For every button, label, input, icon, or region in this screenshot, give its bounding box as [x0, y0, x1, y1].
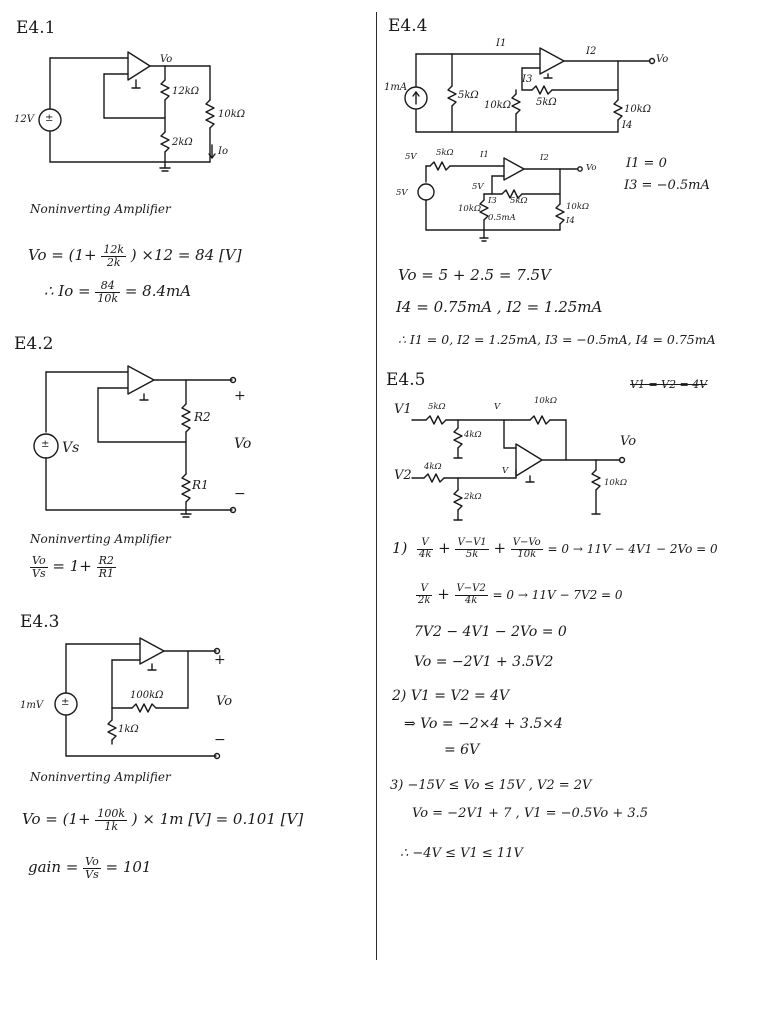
- e44-b-i2-label: I2: [540, 153, 549, 163]
- e45-v2-label: V2: [394, 468, 412, 483]
- e43-gain-equation: gain = $\frac{Vo}{Vs}$ = 101: [28, 855, 152, 881]
- e45-step2-line-b: ⇒ Vo = −2×4 + 3.5×4: [404, 716, 563, 732]
- e44-side-note-2: I3 = −0.5mA: [624, 178, 710, 193]
- e43-rg-label: 1kΩ: [118, 724, 139, 735]
- e45-r10k-label: 10kΩ: [534, 396, 558, 406]
- e44-vo-label: Vo: [656, 54, 669, 65]
- e45-step2-line-c: = 6V: [444, 742, 480, 758]
- e45-v1-label: V1: [394, 402, 412, 417]
- e44-result-2: I4 = 0.75mA , I2 = 1.25mA: [396, 298, 603, 316]
- e44-r10k-label: 10kΩ: [484, 100, 512, 111]
- e44-source-label: 1mA: [384, 82, 408, 93]
- e44-rl-label: 10kΩ: [624, 104, 652, 115]
- e43-caption: Noninverting Amplifier: [30, 770, 171, 784]
- e43-source-label: 1mV: [20, 700, 44, 711]
- e42-vo-label: Vo: [234, 436, 252, 452]
- e44-i3-label: I3: [522, 74, 533, 85]
- e45-step2-line-a: 2) V1 = V2 = 4V: [392, 688, 510, 704]
- e42-plus-label: +: [234, 388, 246, 404]
- e45-struck-note: V1 = V2 = 4V: [630, 378, 708, 391]
- e43-minus-label: −: [214, 732, 226, 748]
- handwritten-page: E4.1 ± 12V Vo 12kΩ 2kΩ 10kΩ Io Noninverting Amplifier Vo = (1+ $\frac{12k}{2k}$ ) ×12 = 84 [V] ∴ Io = $\frac{84}{10k}$ = 8.4mA E4.2 ± Vs R2 R1 Vo + − Noninverting Amplifier $\frac{Vo}{Vs}$ = 1+ $\frac{R2}{R1}$ E4.3 ± 1mV 100kΩ 1kΩ Vo + − Noninverting Amplifier Vo = (1+ $\frac{100k}{1k}$ ) × 1m [V] = 0.101 [V] gain = $\frac{Vo}{Vs}$ = 101 E4.4 1mA 5kΩ 10kΩ 5kΩ 10kΩ I1 I2 I3 I4 Vo 5V 5kΩ I1 I2 Vo 5V 5V I3 5kΩ 10kΩ 0.5mA 10kΩ I4 I1 = 0 I3 = −0.5mA Vo = 5 + 2.5 = 7.5V I4 = 0.75mA , I2 = 1.25mA ∴ I1 = 0, I2 = 1.25mA, I3 = −0.5mA, I4 = 0.75mA E4.5 V1 = V2 = 4V V1 5kΩ V 10kΩ 4kΩ V2 4kΩ V 2kΩ Vo 10kΩ 1) $\frac{V}{4k}$ + $\frac{V-V1}{5k}$ + $\frac{V-Vo}{10k}$ = 0 → 11V − 4V1 − 2Vo = 0 $\frac{V}{2k}$ + $\frac{V-V2}{4k}$ = 0 → 11V − 7V2 = 0 7V2 − 4V1 − 2Vo = 0 Vo = −2V1 + 3.5V2 2) V1 = V2 = 4V ⇒ Vo = −2×4 + 3.5×4 = 6V 3) −15V ≤ Vo ≤ 15V , V2 = 2V Vo = −2V1 + 7 , V1 = −0.5Vo + 3.5 ∴ −4V ≤ V1 ≤ 11V: [0, 0, 768, 1024]
- e45-step1-line-d: Vo = −2V1 + 3.5V2: [414, 654, 554, 670]
- e44-result-3: ∴ I1 = 0, I2 = 1.25mA, I3 = −0.5mA, I4 = 0.75mA: [398, 332, 716, 347]
- e41-r2k-label: 2kΩ: [172, 137, 193, 148]
- e42-r2-label: R2: [194, 410, 211, 424]
- e44-result-1: Vo = 5 + 2.5 = 7.5V: [398, 266, 551, 284]
- e42-equation: $\frac{Vo}{Vs}$ = 1+ $\frac{R2}{R1}$: [32, 554, 114, 580]
- e43-rf-label: 100kΩ: [130, 690, 164, 701]
- e45-step1-equation-b: $\frac{V}{2k}$ + $\frac{V-V2}{4k}$ = 0 → 11V − 7V2 = 0: [418, 583, 623, 606]
- e45-title: E4.5: [386, 370, 426, 390]
- e45-step3-line-c: ∴ −4V ≤ V1 ≤ 11V: [400, 846, 523, 861]
- e45-r4k-input-label: 4kΩ: [424, 462, 442, 472]
- e44-r5k-feedback-label: 5kΩ: [536, 97, 557, 108]
- e41-equation-2: ∴ Io = $\frac{84}{10k}$ = 8.4mA: [44, 279, 192, 305]
- e41-caption: Noninverting Amplifier: [30, 202, 171, 216]
- e43-vo-label: Vo: [216, 694, 233, 709]
- e45-r4k-label: 4kΩ: [464, 430, 482, 440]
- e44-b-source-label: 5V: [396, 188, 408, 198]
- e44-i2-label: I2: [586, 46, 597, 57]
- e42-r1-label: R1: [192, 478, 209, 492]
- e41-equation-1: Vo = (1+ $\frac{12k}{2k}$ ) ×12 = 84 [V]: [28, 243, 242, 269]
- e44-r5k-label: 5kΩ: [458, 90, 479, 101]
- e45-vminus-label: V: [494, 402, 501, 412]
- e45-r2k-label: 2kΩ: [464, 492, 482, 502]
- e41-rl-label: 10kΩ: [218, 109, 246, 120]
- e45-r5k-label: 5kΩ: [428, 402, 446, 412]
- e44-b-i4-label: I4: [566, 216, 575, 226]
- e45-step1-line-c: 7V2 − 4V1 − 2Vo = 0: [414, 624, 567, 640]
- e44-side-note-1: I1 = 0: [626, 156, 667, 171]
- e44-b-i3-label: I3: [488, 196, 497, 206]
- e44-title: E4.4: [388, 16, 428, 36]
- e44-b-5v-node-label: 5V: [472, 182, 484, 192]
- e45-step3-line-a: 3) −15V ≤ Vo ≤ 15V , V2 = 2V: [390, 778, 592, 793]
- e45-step1-equation-a: 1) $\frac{V}{4k}$ + $\frac{V-V1}{5k}$ + $\frac{V-Vo}{10k}$ = 0 → 11V − 4V1 − 2Vo = 0: [392, 537, 718, 560]
- e43-equation-1: Vo = (1+ $\frac{100k}{1k}$ ) × 1m [V] = 0.101 [V]: [22, 807, 304, 833]
- e41-source-label: 12V: [14, 114, 34, 125]
- e44-i4-label: I4: [622, 120, 633, 131]
- e44-b-rl-label: 10kΩ: [566, 202, 590, 212]
- e45-vplus-label: V: [502, 466, 509, 476]
- e45-rl-label: 10kΩ: [604, 478, 628, 488]
- e44-b-i1-label: I1: [480, 150, 489, 160]
- e44-b-r10k-label: 10kΩ: [458, 204, 482, 214]
- e43-title: E4.3: [20, 612, 60, 632]
- e42-caption: Noninverting Amplifier: [30, 532, 171, 546]
- e44-b-5v-label: 5V: [405, 152, 417, 162]
- e42-minus-label: −: [234, 486, 246, 502]
- e45-step3-line-b: Vo = −2V1 + 7 , V1 = −0.5Vo + 3.5: [412, 806, 649, 821]
- e45-vo-label: Vo: [620, 434, 637, 449]
- e41-io-label: Io: [218, 146, 228, 157]
- e44-b-r5k-fb-label: 5kΩ: [510, 196, 528, 206]
- e41-r12k-label: 12kΩ: [172, 86, 200, 97]
- e44-b-r5k-label: 5kΩ: [436, 148, 454, 158]
- e43-plus-label: +: [214, 652, 226, 668]
- e41-title: E4.1: [16, 18, 56, 38]
- e44-i1-label: I1: [496, 38, 507, 49]
- e44-b-vo-label: Vo: [586, 163, 597, 173]
- e44-b-05ma-label: 0.5mA: [488, 213, 516, 223]
- e41-vo-label: Vo: [160, 54, 173, 65]
- e42-source-label: Vs: [62, 440, 80, 456]
- e42-title: E4.2: [14, 334, 54, 354]
